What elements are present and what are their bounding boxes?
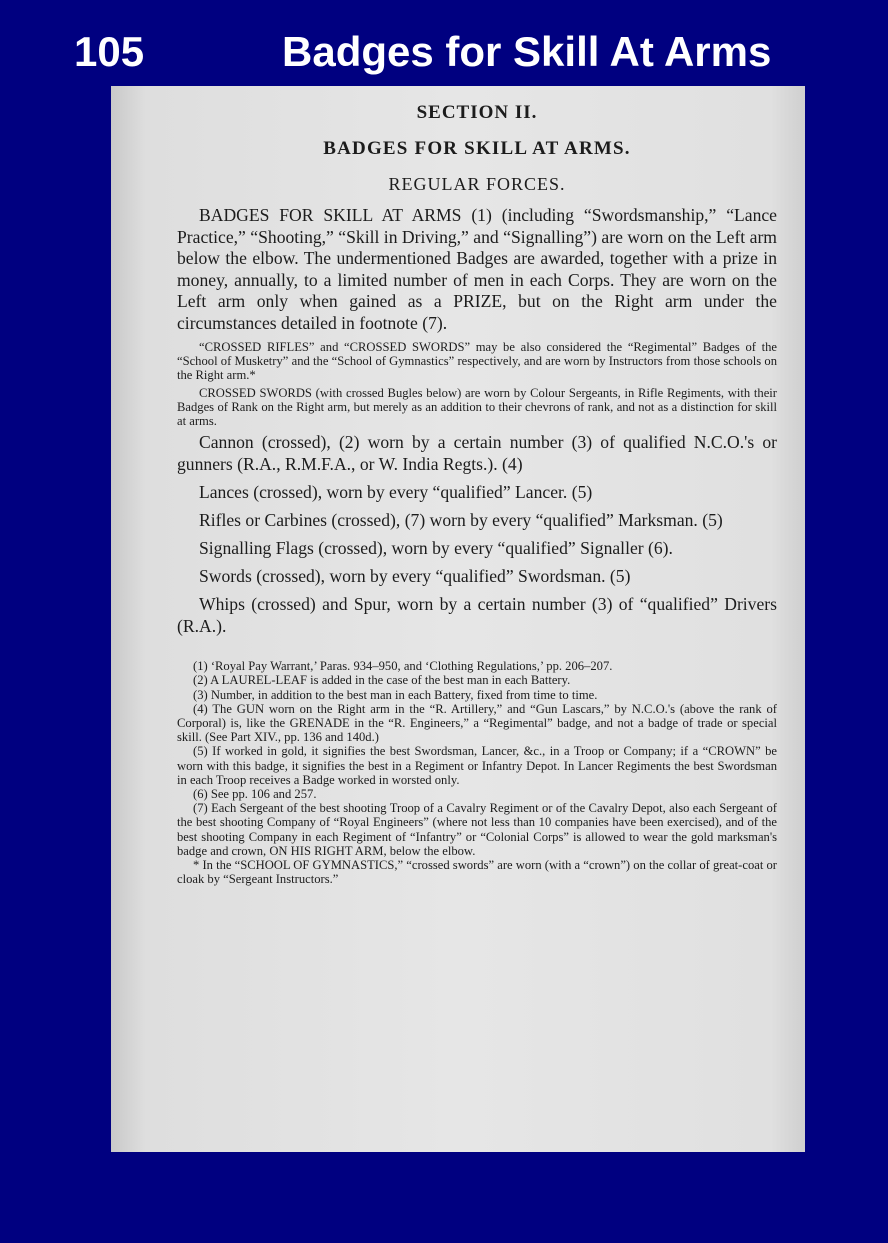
badge-cannon: Cannon (crossed), (2) worn by a certain number (3) of qualified N.C.O.'s or gunners (R.A., R.M.F.A., or W. India Regts.). (4) [177, 432, 777, 475]
footnotes [177, 659, 777, 886]
footnote: (6) See pp. 106 and 257. [193, 787, 317, 802]
badge-whips: Whips (crossed) and Spur, worn by a certain number (3) of “qualified” Drivers (R.A.). [177, 594, 777, 637]
footnote: (1) ‘Royal Pay Warrant,’ Paras. 934–950, and ‘Clothing Regulations,’ pp. 206–207. [193, 659, 613, 674]
badge-lances: Lances (crossed), worn by every “qualified” Lancer. (5) [199, 482, 593, 503]
page-number: 105 [74, 28, 145, 75]
section-label: SECTION II. [416, 102, 538, 123]
intro-paragraph: BADGES FOR SKILL AT ARMS (1) (including “Swordsmanship,” “Lance Practice,” “Shooting,” “Skill in Driving,” and “Signalling”) are worn on the Left arm below the elbow. The undermentioned Badges are awarded, together with a prize in money, annually, to a limited number of men in each Corps. They are worn on the Left arm only when gained as a PRIZE, but on the Right arm under the circumstances detailed in footnote (7). [177, 205, 777, 333]
note-crossed-rifles: “CROSSED RIFLES” and “CROSSED SWORDS” may be also considered the “Regimental” Badges of the “School of Musketry” and the “School of Gymnastics” respectively, and are worn by Instructors from those schools on the Right arm.* [177, 340, 777, 383]
scanned-page [111, 86, 805, 1152]
footnote: * In the “SCHOOL OF GYMNASTICS,” “crossed swords” are worn (with a “crown”) on the collar of great-coat or cloak by “Sergeant Instructors.” [177, 858, 777, 887]
footnote: (2) A LAUREL-LEAF is added in the case of the best man in each Battery. [193, 673, 571, 688]
badge-signalling-flags: Signalling Flags (crossed), worn by every “qualified” Signaller (6). [199, 538, 673, 559]
footnote: (7) Each Sergeant of the best shooting Troop of a Cavalry Regiment or of the Cavalry Depot, also each Sergeant of the best shooting Company of “Royal Engineers” (where not less than 10 companies have been exercised), and of the best shooting Company in each Regiment of “Infantry” or “Colonial Corps” is allowed to wear the gold marksman's badge and crown, ON HIS RIGHT ARM, below the elbow. [177, 801, 777, 858]
document-subheading: REGULAR FORCES. [388, 174, 566, 194]
badge-rifles: Rifles or Carbines (crossed), (7) worn by every “qualified” Marksman. (5) [199, 510, 723, 531]
document-heading: BADGES FOR SKILL AT ARMS. [323, 138, 631, 159]
footnote: (5) If worked in gold, it signifies the best Swordsman, Lancer, &c., in a Troop or Company; if a “CROWN” be worn with this badge, it signifies the best in a Regiment or Infantry Depot. In Lancer Regiments the best Swordsman in each Troop receives a Badge worked in worsted only. [177, 744, 777, 787]
page-title: Badges for Skill At Arms [282, 28, 772, 75]
footnote: (4) The GUN worn on the Right arm in the “R. Artillery,” and “Gun Lascars,” by N.C.O.'s (above the rank of Corporal) is, like the GRENADE in the “R. Engineers,” a “Regimental” badge, and not a badge of trade or special skill. (See Part XIV., pp. 136 and 140d.) [177, 701, 777, 745]
badge-swords: Swords (crossed), worn by every “qualified” Swordsman. (5) [199, 566, 631, 587]
footnote: (3) Number, in addition to the best man in each Battery, fixed from time to time. [193, 687, 598, 702]
note-crossed-swords: CROSSED SWORDS (with crossed Bugles below) are worn by Colour Sergeants, in Rifle Regiments, with their Badges of Rank on the Right arm, but merely as an addition to their chevrons of rank, and not as a distinction for skill at arms. [177, 385, 777, 429]
